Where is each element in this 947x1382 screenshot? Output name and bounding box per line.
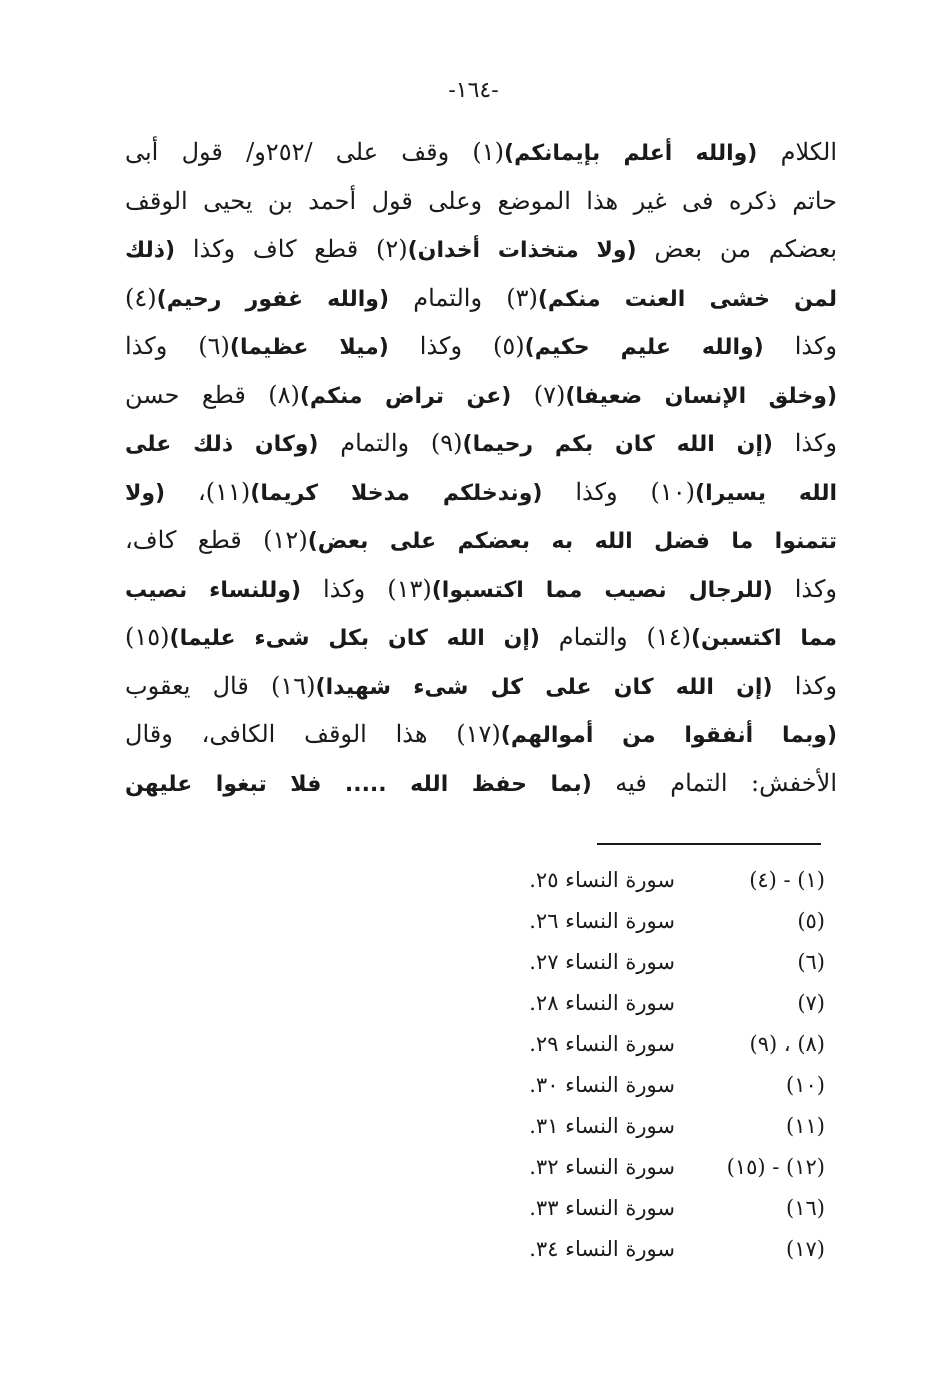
footnote-ref: (١٧) [786, 1237, 825, 1261]
text-segment: (٣) والتمام [389, 283, 538, 312]
footnote-source: سورة النساء ٢٩. [529, 1032, 675, 1056]
text-line [125, 419, 837, 468]
quran-quote: (وكان ذلك على [125, 432, 319, 457]
footnote-source: سورة النساء ٢٨. [529, 991, 675, 1015]
text-line [125, 710, 837, 759]
text-segment: (١٥) [125, 623, 170, 651]
text-line [125, 662, 837, 711]
text-line [125, 322, 837, 371]
quran-quote: (عن تراض منكم) [299, 383, 512, 409]
text-segment: (٦) وكذا [125, 332, 230, 360]
footnote-source: سورة النساء ٣٢. [529, 1155, 675, 1179]
footnote-item [460, 1188, 825, 1229]
quran-quote: مما اكتسبن) [690, 626, 837, 651]
footnote-item [460, 901, 825, 942]
quran-quote: الله يسيرا) [695, 480, 837, 506]
footnote-source: سورة النساء ٣٣. [529, 1196, 675, 1220]
main-text [125, 128, 837, 807]
footnote-ref: (١٢) - (١٥) [726, 1155, 825, 1179]
footnote-item [460, 860, 825, 901]
text-segment: (١٤) والتمام [539, 623, 691, 651]
text-segment: الأخفش: التمام فيه [591, 768, 837, 797]
text-segment: وكذا [772, 574, 837, 603]
text-segment: الكلام [757, 138, 837, 166]
quran-quote: (وخلق الإنسان ضعيفا) [565, 383, 837, 409]
quran-quote: (والله عليم حكيم) [524, 335, 764, 360]
footnotes-list [460, 860, 825, 1270]
footnote-ref: (٨) ، (٩) [749, 1032, 825, 1056]
text-line [125, 177, 837, 226]
quran-quote: (إن الله كان على كل شىء شهيدا) [315, 674, 773, 700]
quran-quote: (وبما أنفقوا من أموالهم) [500, 723, 837, 748]
text-segment: (٧) [511, 380, 566, 409]
text-line [125, 371, 837, 420]
footnote-ref: (١٠) [786, 1073, 825, 1097]
footnote-ref: (٧) [797, 991, 825, 1015]
text-segment: وكذا [772, 429, 837, 457]
quran-quote: (وندخلكم مدخلا كريما) [250, 480, 543, 506]
text-line [125, 613, 837, 662]
text-line [125, 516, 837, 565]
footnote-ref: (٥) [797, 909, 825, 933]
text-segment: وكذا [763, 332, 837, 360]
quran-quote: (وللنساء نصيب [125, 577, 302, 603]
text-line [125, 274, 837, 323]
footnote-source: سورة النساء ٣٠. [529, 1073, 675, 1097]
page-number: -١٦٤- [448, 78, 499, 103]
footnote-item [460, 1024, 825, 1065]
footnote-ref: (١) - (٤) [749, 868, 825, 892]
footnote-item [460, 1065, 825, 1106]
footnote-divider [597, 843, 821, 845]
footnote-source: سورة النساء ٢٥. [529, 868, 675, 892]
quran-quote: (بما حفظ الله ..... فلا تبغوا عليهن [125, 771, 592, 797]
footnote-item [460, 1229, 825, 1270]
quran-quote: (والله أعلم بإيمانكم) [504, 141, 758, 166]
text-segment: وكذا [772, 671, 837, 700]
text-segment: (٥) وكذا [388, 332, 525, 360]
text-segment: (٨) قطع حسن [125, 380, 300, 409]
text-segment: (١٧) هذا الوقف الكافى، وقال [125, 720, 501, 748]
footnote-source: سورة النساء ٣٤. [529, 1237, 675, 1261]
quran-quote: (ولا متخذات أخدان) [407, 238, 637, 263]
text-line [125, 468, 837, 517]
footnote-ref: (١٦) [786, 1196, 825, 1220]
quran-quote: (إن الله كان بكل شىء عليما) [169, 626, 540, 651]
footnote-ref: (١١) [786, 1114, 825, 1138]
footnote-item [460, 942, 825, 983]
quran-quote: (ذلك [125, 238, 176, 263]
text-segment: (٢) قطع كاف وكذا [175, 235, 408, 263]
text-segment: (١١)، [165, 477, 251, 506]
quran-quote: لمن خشى العنت منكم) [537, 286, 837, 312]
quran-quote: (ولا [125, 480, 166, 506]
text-segment: بعضكم من بعض [636, 235, 837, 263]
text-segment: حاتم ذكره فى غير هذا الموضع وعلى قول أحمد بن يحيى الوقف [125, 186, 837, 215]
footnote-item [460, 983, 825, 1024]
quran-quote: (ميلا عظيما) [229, 335, 389, 360]
quran-quote: (والله غفور رحيم) [156, 286, 390, 312]
footnote-ref: (٦) [797, 950, 825, 974]
footnote-item [460, 1147, 825, 1188]
text-segment: (٩) والتمام [318, 429, 463, 457]
text-segment: (١٢) قطع كاف، [125, 526, 308, 554]
text-segment: (١٣) وكذا [301, 574, 432, 603]
text-line [125, 565, 837, 614]
footnote-source: سورة النساء ٢٦. [529, 909, 675, 933]
text-line [125, 759, 837, 808]
text-segment: (١٠) وكذا [542, 477, 696, 506]
footnote-item [460, 1106, 825, 1147]
footnote-source: سورة النساء ٣١. [529, 1114, 675, 1138]
text-segment: (٤) [125, 283, 157, 312]
quran-quote: تتمنوا ما فضل الله به بعضكم على بعض) [307, 529, 837, 554]
quran-quote: (إن الله كان بكم رحيما) [462, 432, 773, 457]
footnote-source: سورة النساء ٢٧. [529, 950, 675, 974]
quran-quote: (للرجال نصيب مما اكتسبوا) [431, 577, 773, 603]
text-segment: (١٦) قال يعقوب [125, 671, 316, 700]
text-segment: (١) وقف على /٢٥٢و/ قول أبى [125, 138, 505, 166]
text-line [125, 225, 837, 274]
text-line [125, 128, 837, 177]
